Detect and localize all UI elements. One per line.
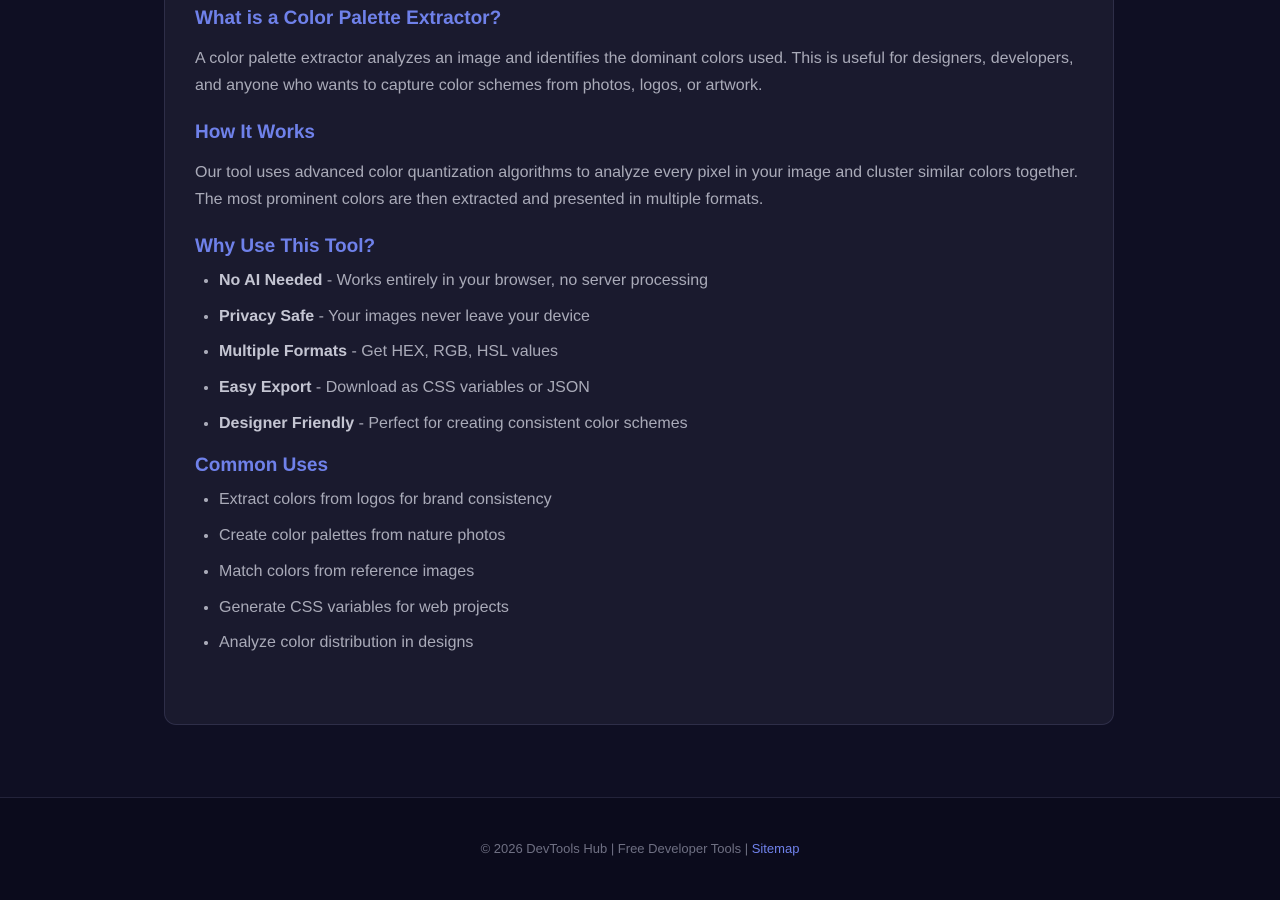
list-item: • Match colors from reference images: [219, 561, 1083, 583]
common-uses-list: [195, 489, 1083, 654]
heading-how-it-works: How It Works: [195, 122, 315, 143]
list-item: • Generate CSS variables for web projects: [219, 597, 1083, 619]
heading-what-is: What is a Color Palette Extractor?: [195, 8, 502, 29]
list-item-title: Multiple Formats: [219, 343, 348, 361]
list-item: • Create color palettes from nature photos: [219, 525, 1083, 547]
heading-common-uses: Common Uses: [195, 455, 329, 477]
list-item: [219, 341, 1083, 363]
list-item-title: Easy Export: [219, 379, 312, 397]
heading-why-use: Why Use This Tool?: [195, 236, 376, 257]
list-item: • Analyze color distribution in designs: [219, 632, 1083, 654]
list-item-title: Privacy Safe: [219, 307, 315, 325]
list-item: [219, 377, 1083, 399]
list-item: [219, 270, 1083, 292]
why-use-list: [195, 270, 1083, 435]
footer-text: [0, 840, 1280, 858]
list-item-title: Designer Friendly: [219, 414, 355, 432]
list-item: [219, 413, 1083, 435]
list-item-desc: - Download as CSS variables or JSON: [311, 379, 590, 397]
paragraph-what-is: A color palette extractor analyzes an image and identifies the dominant colors used. This is useful for designers, developers, and anyone who wants to capture color schemes from photos, logos, or artwork.: [195, 50, 1074, 94]
list-item: • Extract colors from logos for brand consistency: [219, 489, 1083, 511]
list-item-desc: - Works entirely in your browser, no server processing: [322, 272, 709, 289]
list-item-desc: - Your images never leave your device: [314, 307, 590, 325]
sitemap-link[interactable]: Sitemap: [751, 841, 800, 856]
list-item-desc: - Perfect for creating consistent color schemes: [354, 414, 688, 432]
list-item: [219, 306, 1083, 328]
list-item-title: No AI Needed: [219, 272, 323, 289]
paragraph-how-it-works: Our tool uses advanced color quantization algorithms to analyze every pixel in your image and cluster similar colors together. The most prominent colors are then extracted and presented in multiple formats.: [195, 164, 1079, 208]
list-item-desc: - Get HEX, RGB, HSL values: [347, 343, 559, 361]
info-card-content: [195, 1, 1083, 654]
footer-copyright: © 2026 DevTools Hub | Free Developer Tools |: [480, 841, 752, 856]
info-card: [164, 0, 1114, 725]
site-footer: [0, 797, 1280, 900]
